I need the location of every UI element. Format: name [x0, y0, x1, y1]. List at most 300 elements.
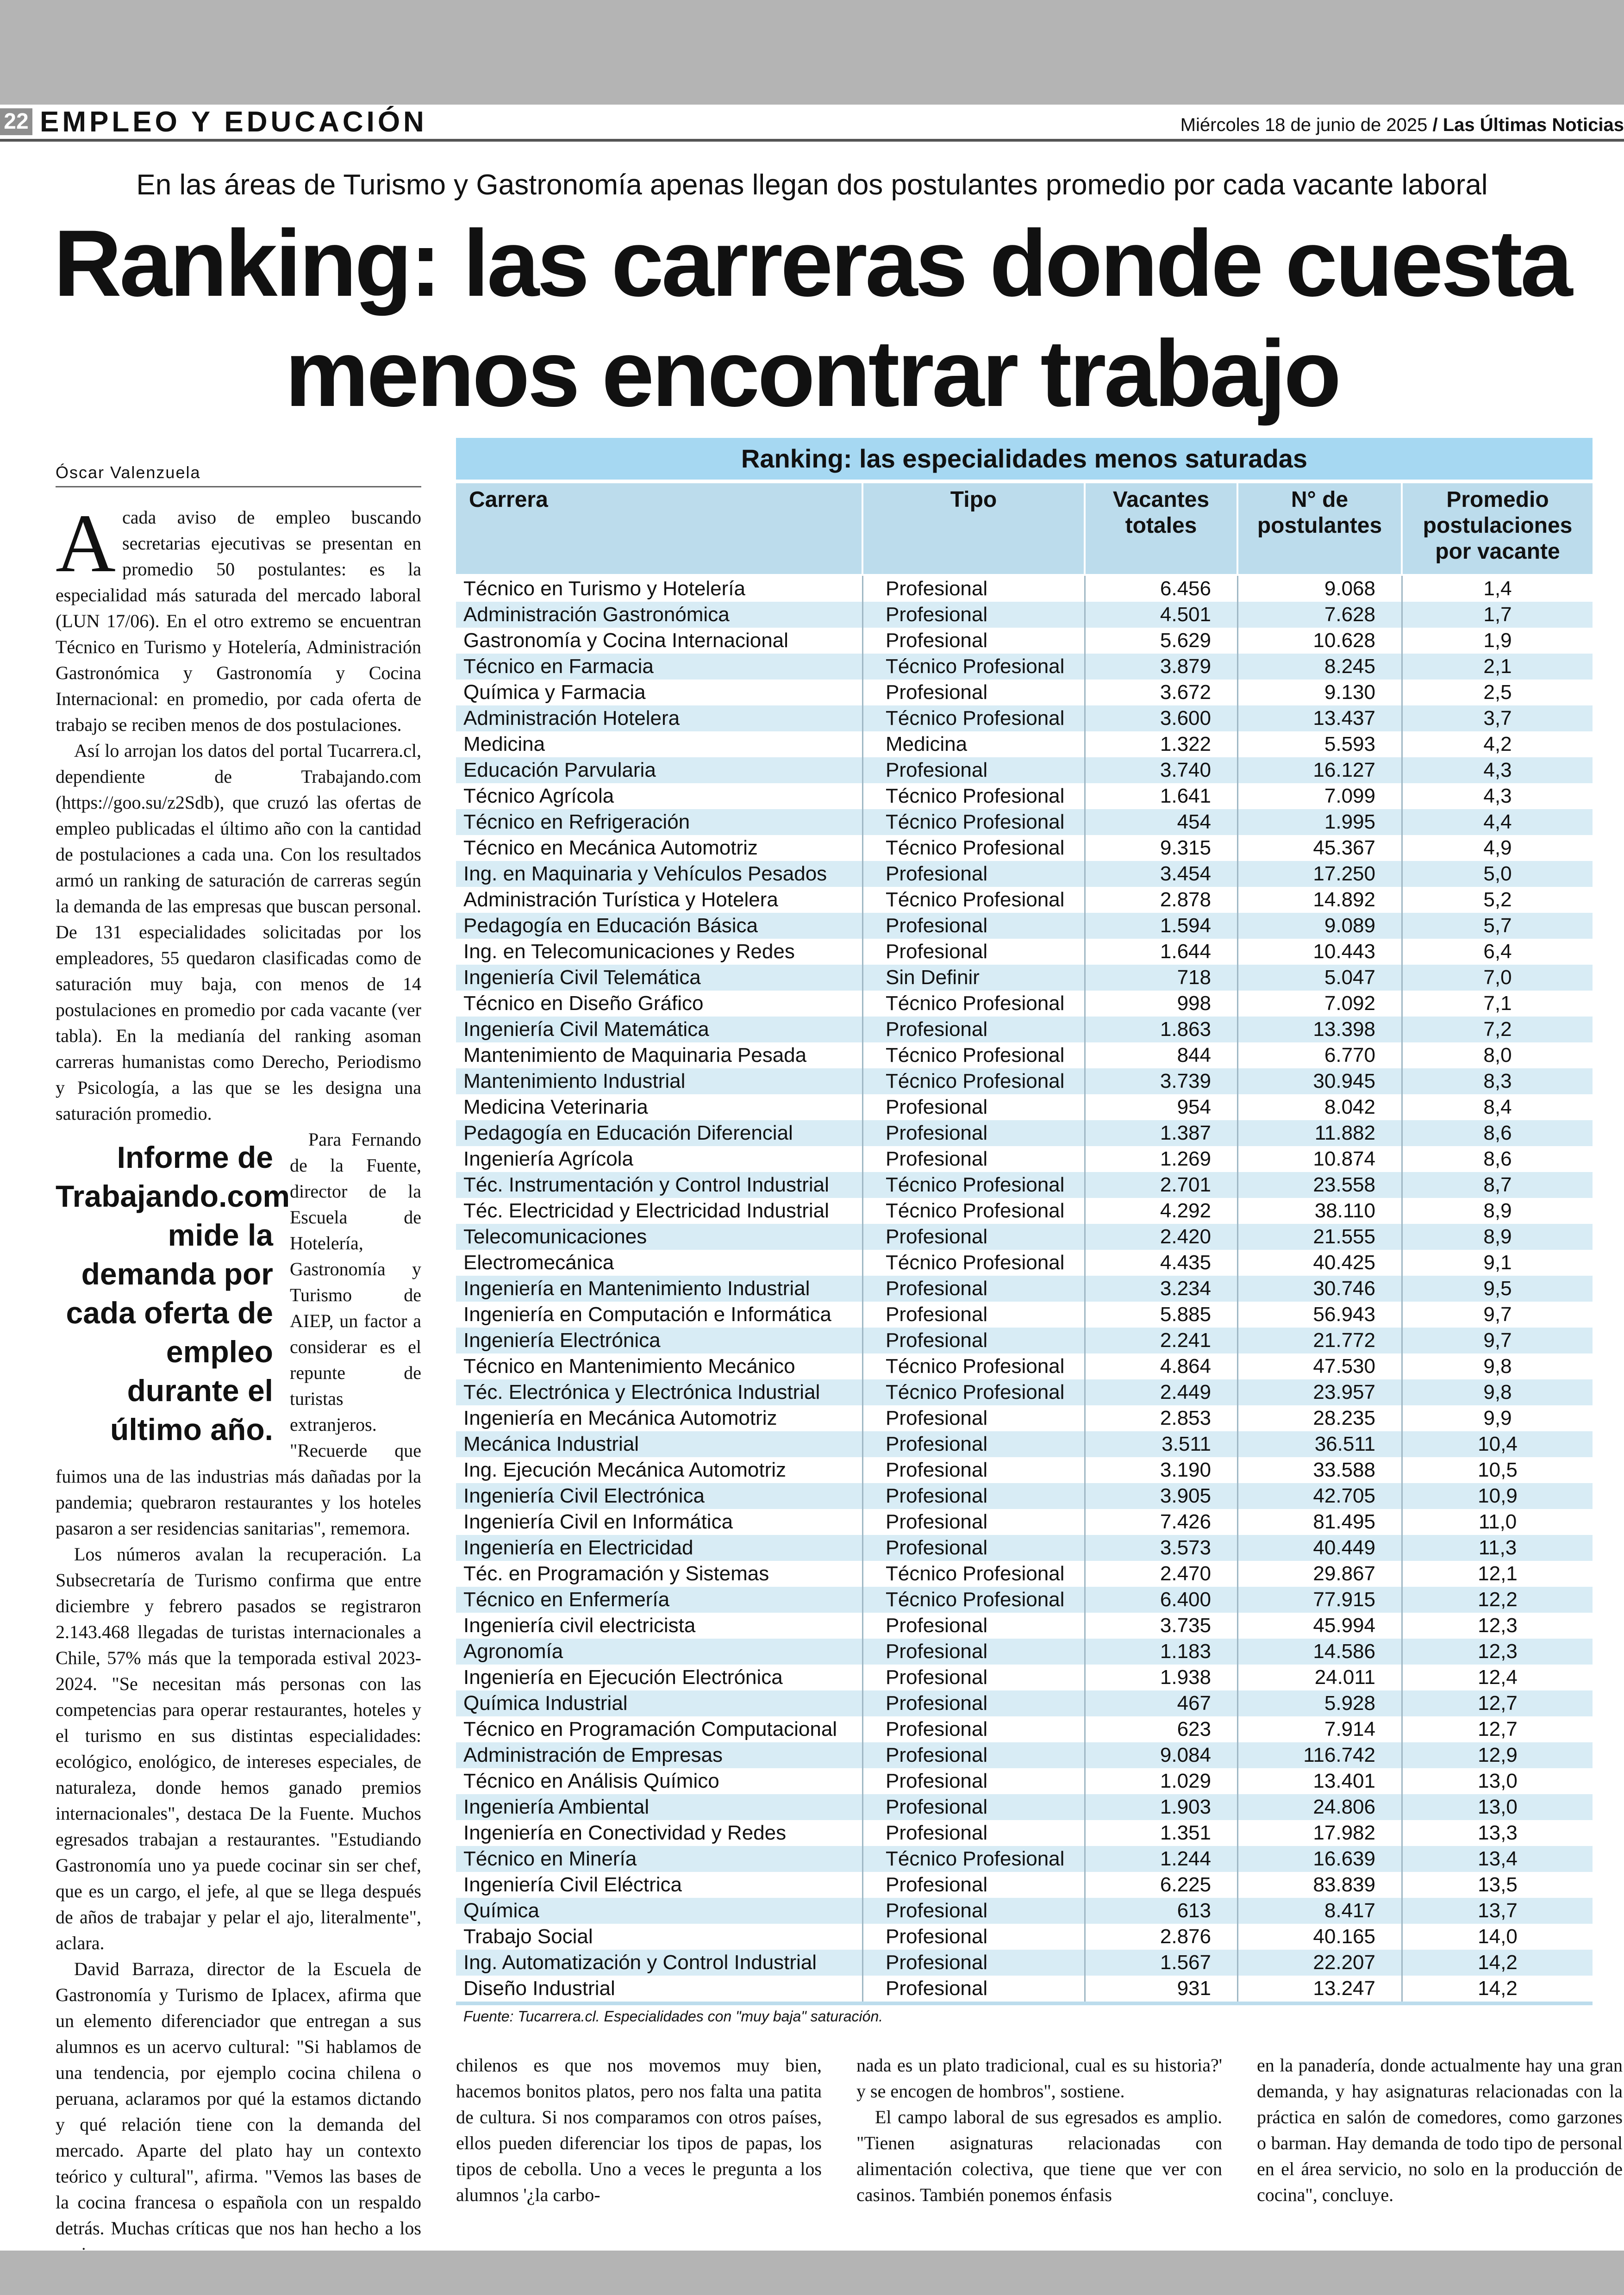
table-cell: Técnico en Minería [456, 1846, 863, 1872]
table-cell: 3.739 [1086, 1068, 1238, 1094]
page-number: 22 [0, 108, 32, 135]
table-body [456, 576, 1593, 2002]
table-cell: 13,3 [1478, 1821, 1518, 1844]
table-cell: Ingeniería en Mantenimiento Industrial [456, 1276, 863, 1302]
table-cell: 45.367 [1238, 835, 1403, 861]
table-cell: Profesional [863, 576, 1086, 602]
table-cell: 4,4 [1483, 811, 1512, 833]
table-cell: 83.839 [1238, 1872, 1403, 1898]
table-row [456, 1302, 1593, 1328]
table-cell: Técnico Profesional [863, 1379, 1086, 1405]
table-bottom-rule [456, 2002, 1593, 2005]
table-row [456, 835, 1593, 861]
table-cell: 14.892 [1238, 887, 1403, 913]
table-cell: 17.982 [1238, 1820, 1403, 1846]
table-cell: 9.089 [1238, 913, 1403, 939]
table-row [456, 1276, 1593, 1302]
table-row [456, 1483, 1593, 1509]
table-cell: 2.420 [1086, 1224, 1238, 1250]
table-cell: 116.742 [1238, 1742, 1403, 1768]
table-cell: Técnico Profesional [863, 1561, 1086, 1587]
article-paragraph: David Barraza, director de la Escuela de Gastronomía y Turismo de Iplacex, afirma que un elemento diferenciador que entregan a sus alumnos es un acervo cultural: "Si hablamos de una tendencia, por ejemplo cocina chilena o peruana, aclaramos por qué la estamos dictando y qué relación tiene con la demanda del mercado. Aparte del plato hay un contexto teórico y cultural", afirma. "Vemos las bases de la cocina francesa o española con un respaldo detrás. Muchas críticas que nos han hecho a los [56, 1958, 421, 2239]
table-row [456, 1405, 1593, 1431]
table-row [456, 731, 1593, 757]
table-cell: 1,4 [1483, 577, 1512, 600]
headline-line-2: menos encontrar trabajo [285, 321, 1339, 426]
table-cell: 6.456 [1086, 576, 1238, 602]
table-row [456, 991, 1593, 1017]
table-cell: Profesional [863, 1017, 1086, 1042]
table-row [456, 1846, 1593, 1872]
table-cell: 1.863 [1086, 1017, 1238, 1042]
table-cell: Técnico Profesional [863, 654, 1086, 680]
table-cell: Medicina Veterinaria [456, 1094, 863, 1120]
table-cell: 8,6 [1483, 1122, 1512, 1144]
table-cell: 21.772 [1238, 1328, 1403, 1353]
table-cell: 1.351 [1086, 1820, 1238, 1846]
table-row [456, 1198, 1593, 1224]
article-column-4 [1257, 2052, 1623, 2208]
table-cell: 42.705 [1238, 1483, 1403, 1509]
date: Miércoles 18 de junio de 2025 [1180, 115, 1428, 135]
table-cell: 7,2 [1483, 1018, 1512, 1041]
table-row [456, 1353, 1593, 1379]
table-cell: 5.928 [1238, 1690, 1403, 1716]
table-row [456, 1587, 1593, 1613]
table-cell: Profesional [863, 1405, 1086, 1431]
table-cell: 6.225 [1086, 1872, 1238, 1898]
table-cell: 1.244 [1086, 1846, 1238, 1872]
table-row [456, 1561, 1593, 1587]
column-header: N° de postulantes [1238, 483, 1403, 574]
table-cell: 2.876 [1086, 1924, 1238, 1950]
table-cell: 12,7 [1478, 1692, 1518, 1715]
table-cell: 7.099 [1238, 783, 1403, 809]
table-cell: Profesional [863, 1328, 1086, 1353]
table-cell: 8,4 [1483, 1096, 1512, 1118]
table-cell: Técnico en Farmacia [456, 654, 863, 680]
table-cell: Profesional [863, 861, 1086, 887]
table-cell: Ingeniería en Electricidad [456, 1535, 863, 1561]
table-cell: Educación Parvularia [456, 757, 863, 783]
table-cell: Pedagogía en Educación Básica [456, 913, 863, 939]
table-row [456, 1250, 1593, 1276]
table-cell: Ingeniería en Conectividad y Redes [456, 1820, 863, 1846]
table-cell: 13,4 [1478, 1847, 1518, 1870]
table-cell: Gastronomía y Cocina Internacional [456, 628, 863, 654]
table-row [456, 1328, 1593, 1353]
table-cell: 10,5 [1478, 1459, 1518, 1481]
table-cell: 4.501 [1086, 602, 1238, 628]
table-cell: Técnico Profesional [863, 887, 1086, 913]
table-cell: 6.770 [1238, 1042, 1403, 1068]
table-row [456, 1950, 1593, 1976]
table-cell: 2.701 [1086, 1172, 1238, 1198]
table-cell: 9.130 [1238, 680, 1403, 705]
table-cell: 4,2 [1483, 733, 1512, 755]
table-cell: 45.994 [1238, 1613, 1403, 1639]
table-cell: Profesional [863, 1742, 1086, 1768]
table-cell: 12,7 [1478, 1718, 1518, 1740]
table-cell: Profesional [863, 680, 1086, 705]
table-cell: 12,3 [1478, 1614, 1518, 1637]
table-cell: 9,1 [1483, 1251, 1512, 1274]
table-cell: 4.292 [1086, 1198, 1238, 1224]
table-row [456, 913, 1593, 939]
table-cell: 14,0 [1478, 1925, 1518, 1948]
table-cell: 10.628 [1238, 628, 1403, 654]
table-cell: 1.322 [1086, 731, 1238, 757]
table-cell: 613 [1086, 1898, 1238, 1924]
table-cell: 1.594 [1086, 913, 1238, 939]
table-cell: 14,2 [1478, 1977, 1518, 2000]
table-cell: 8,9 [1483, 1225, 1512, 1248]
table-row [456, 628, 1593, 654]
table-row [456, 965, 1593, 991]
table-row [456, 1120, 1593, 1146]
table-cell: 9,7 [1483, 1329, 1512, 1352]
table-cell: Profesional [863, 913, 1086, 939]
table-row [456, 1976, 1593, 2002]
table-cell: 3.511 [1086, 1431, 1238, 1457]
table-cell: Técnico Profesional [863, 1198, 1086, 1224]
table-cell: Profesional [863, 1950, 1086, 1976]
table-cell: 1.269 [1086, 1146, 1238, 1172]
table-cell: Ingeniería Electrónica [456, 1328, 863, 1353]
table-cell: Técnico en Mantenimiento Mecánico [456, 1353, 863, 1379]
table-cell: 2.878 [1086, 887, 1238, 913]
table-cell: Electromecánica [456, 1250, 863, 1276]
table-cell: 998 [1086, 991, 1238, 1017]
table-cell: Profesional [863, 939, 1086, 965]
table-cell: 6,4 [1483, 940, 1512, 963]
table-cell: 40.165 [1238, 1924, 1403, 1950]
article-paragraph: nada es un plato tradicional, cual es su historia?' y se encogen de hombros", sostiene. [856, 2055, 1222, 2102]
table-cell: Diseño Industrial [456, 1976, 863, 2002]
table-cell: Administración Hotelera [456, 705, 863, 731]
table-cell: 8.042 [1238, 1094, 1403, 1120]
table-cell: 9,8 [1483, 1355, 1512, 1378]
table-cell: 1.183 [1086, 1639, 1238, 1665]
table-cell: 8,9 [1483, 1199, 1512, 1222]
table-cell: 3,7 [1483, 707, 1512, 730]
table-cell: Ing. Automatización y Control Industrial [456, 1950, 863, 1976]
table-row [456, 887, 1593, 913]
table-cell: 5.629 [1086, 628, 1238, 654]
table-cell: 1.938 [1086, 1665, 1238, 1690]
table-cell: Profesional [863, 1898, 1086, 1924]
table-cell: 8.245 [1238, 654, 1403, 680]
table-cell: 13.401 [1238, 1768, 1403, 1794]
table-row [456, 1872, 1593, 1898]
table-cell: Profesional [863, 1716, 1086, 1742]
table-cell: 10.443 [1238, 939, 1403, 965]
table-cell: Ingeniería en Computación e Informática [456, 1302, 863, 1328]
table-cell: 2,1 [1483, 655, 1512, 678]
table-cell: Profesional [863, 1976, 1086, 2002]
table-cell: 3.740 [1086, 757, 1238, 783]
table-cell: 29.867 [1238, 1561, 1403, 1587]
article-paragraph: Acada aviso de empleo buscando secretarias ejecutivas se presentan en promedio 50 postulantes: es la especialidad más saturada del mercado laboral (LUN 17/06). En el otro extremo se encuentran Técnico en Turismo y Hotelería, Administración Gastronómica y Gastronomía y Cocina Internacional: en promedio, por cada oferta de trabajo se reciben menos de dos postulaciones. [56, 497, 421, 735]
table-cell: Ing. Ejecución Mecánica Automotriz [456, 1457, 863, 1483]
table-cell: Profesional [863, 1431, 1086, 1457]
article-paragraph: Los números avalan la recuperación. La Subsecretaría de Turismo confirma que entre diciembre y febrero pasados se registraron 2.143.468 llegadas de turistas internacionales a Chile, 57% más que la temporada estival 2023-2024. "Se necesitan más personas con las competencias para operar restaurantes, hoteles y el turismo en sus distintas especialidades: ecológico, enológico, de intereses especiales, de naturaleza, donde hemos ganado premios internacionales", destaca De la Fuente. Muchos egresados trabajan a restaurantes. "Estudiando Gastronomía uno ya puede cocinar sin ser chef, que es un cargo, el jefe, al que se llega después de años de trabajar y pelar el ajo, literalmente", aclara. [56, 1544, 421, 1953]
table-cell: 13.398 [1238, 1017, 1403, 1042]
table-cell: 5,2 [1483, 888, 1512, 911]
table-cell: 3.234 [1086, 1276, 1238, 1302]
table-cell: 9.084 [1086, 1742, 1238, 1768]
table-cell: 16.127 [1238, 757, 1403, 783]
table-cell: 1.029 [1086, 1768, 1238, 1794]
table-cell: Téc. en Programación y Sistemas [456, 1561, 863, 1587]
table-cell: 3.190 [1086, 1457, 1238, 1483]
article-paragraph: El campo laboral de sus egresados es amplio. "Tienen asignaturas relacionadas con alimentación colectiva, que tiene que ver con casinos. También ponemos énfasis [856, 2107, 1222, 2205]
table-cell: Profesional [863, 1535, 1086, 1561]
table-cell: 954 [1086, 1094, 1238, 1120]
table-row [456, 783, 1593, 809]
table-cell: 36.511 [1238, 1431, 1403, 1457]
table-cell: 23.558 [1238, 1172, 1403, 1198]
table-cell: Técnico Profesional [863, 1587, 1086, 1613]
table-cell: Profesional [863, 1872, 1086, 1898]
table-row [456, 1613, 1593, 1639]
table-cell: 1.995 [1238, 809, 1403, 835]
table-cell: Profesional [863, 1665, 1086, 1690]
table-cell: Ingeniería Agrícola [456, 1146, 863, 1172]
table-cell: Ingeniería en Mecánica Automotriz [456, 1405, 863, 1431]
table-cell: 6.400 [1086, 1587, 1238, 1613]
column-header: Vacantes totales [1086, 483, 1238, 574]
table-cell: 12,2 [1478, 1588, 1518, 1611]
table-cell: Técnico Profesional [863, 705, 1086, 731]
table-row [456, 654, 1593, 680]
table-cell: 2,5 [1483, 681, 1512, 704]
publication-name: Las Últimas Noticias [1443, 115, 1624, 135]
table-row [456, 1172, 1593, 1198]
table-cell: Química Industrial [456, 1690, 863, 1716]
table-cell: 2.241 [1086, 1328, 1238, 1353]
table-cell: Técnico Profesional [863, 1250, 1086, 1276]
table-cell: Química y Farmacia [456, 680, 863, 705]
table-cell: Técnico Profesional [863, 1846, 1086, 1872]
table-cell: 11,3 [1478, 1536, 1517, 1559]
table-cell: Mantenimiento Industrial [456, 1068, 863, 1094]
table-cell: 7.914 [1238, 1716, 1403, 1742]
table-cell: 12,9 [1478, 1744, 1518, 1766]
table-cell: Profesional [863, 1639, 1086, 1665]
table-row [456, 1509, 1593, 1535]
table-cell: 1,7 [1483, 603, 1512, 626]
table-row [456, 1042, 1593, 1068]
top-margin-band [0, 0, 1624, 105]
table-cell: 4,9 [1483, 836, 1512, 859]
table-cell: Téc. Electrónica y Electrónica Industrial [456, 1379, 863, 1405]
table-cell: Ingeniería civil electricista [456, 1613, 863, 1639]
table-cell: 7,0 [1483, 966, 1512, 989]
table-cell: 10,4 [1478, 1433, 1518, 1455]
table-cell: 8,6 [1483, 1148, 1512, 1170]
table-row [456, 861, 1593, 887]
table-cell: 8,0 [1483, 1044, 1512, 1066]
table-cell: 38.110 [1238, 1198, 1403, 1224]
table-cell: Ingeniería Civil Eléctrica [456, 1872, 863, 1898]
table-cell: 17.250 [1238, 861, 1403, 887]
table-cell: 12,4 [1478, 1666, 1518, 1689]
table-cell: Profesional [863, 1820, 1086, 1846]
table-cell: Ingeniería Civil Matemática [456, 1017, 863, 1042]
table-row [456, 1094, 1593, 1120]
table-row [456, 1665, 1593, 1690]
table-cell: 931 [1086, 1976, 1238, 2002]
table-row [456, 1898, 1593, 1924]
table-cell: 2.853 [1086, 1405, 1238, 1431]
table-cell: 454 [1086, 809, 1238, 835]
table-cell: 1.903 [1086, 1794, 1238, 1820]
table-cell: Profesional [863, 1924, 1086, 1950]
table-cell: Administración Gastronómica [456, 602, 863, 628]
table-cell: 11.882 [1238, 1120, 1403, 1146]
table-cell: 14,2 [1478, 1951, 1518, 1974]
table-cell: Técnico Profesional [863, 783, 1086, 809]
table-cell: 9,7 [1483, 1303, 1512, 1326]
table-cell: Técnico en Refrigeración [456, 809, 863, 835]
table-row [456, 705, 1593, 731]
article-paragraph: Así lo arrojan los datos del portal Tucarrera.cl, dependiente de Trabajando.com (https://goo.su/z2Sdb), que cruzó las ofertas de empleo publicadas el último año con la cantidad de postulaciones a cada una. Con los resultados armó un ranking de saturación de carreras según la demanda de las empresas que buscan personal. De 131 especialidades solicitadas por los empleadores, 55 quedaron clasificadas como de saturación muy baja, con menos de 14 postulaciones en promedio por cada vacante (ver tabla). En la medianía del ranking asoman carreras humanistas como Derecho, Periodismo y Psicología, a las que se les designa una saturación promedio. [56, 740, 421, 1124]
bottom-margin-band [0, 2251, 1624, 2295]
table-cell: Profesional [863, 1509, 1086, 1535]
table-cell: Técnico en Análisis Químico [456, 1768, 863, 1794]
table-cell: Pedagogía en Educación Diferencial [456, 1120, 863, 1146]
table-cell: Técnico Profesional [863, 1042, 1086, 1068]
table-cell: 13,5 [1478, 1873, 1518, 1896]
table-cell: Técnico Profesional [863, 835, 1086, 861]
date-separator: / [1432, 115, 1438, 135]
table-cell: Ingeniería Civil Telemática [456, 965, 863, 991]
column-header: Carrera [456, 483, 863, 574]
article-paragraph: Para Fernando de la Fuente, director de la Escuela de Hotelería, Gastronomía y Turismo de AIEP, un factor a considerar es el repunte de turistas extranjeros. "Recuerde que fuimos una de las industrias más dañadas por la pandemia; quebraron restaurantes y los hoteles pasaron a ser residencias sanitarias", rememora. [56, 1129, 421, 1539]
table-cell: 33.588 [1238, 1457, 1403, 1483]
table-row [456, 1431, 1593, 1457]
table-cell: Técnico en Programación Computacional [456, 1716, 863, 1742]
table-cell: 56.943 [1238, 1302, 1403, 1328]
table-cell: Técnico en Diseño Gráfico [456, 991, 863, 1017]
table-cell: 5,7 [1483, 914, 1512, 937]
table-cell: Administración Turística y Hotelera [456, 887, 863, 913]
table-cell: 3.905 [1086, 1483, 1238, 1509]
drop-cap: A [56, 497, 116, 589]
table-cell: 40.449 [1238, 1535, 1403, 1561]
table-cell: Profesional [863, 1276, 1086, 1302]
table-cell: Técnico en Mecánica Automotriz [456, 835, 863, 861]
table-cell: Ingeniería en Ejecución Electrónica [456, 1665, 863, 1690]
table-cell: 3.600 [1086, 705, 1238, 731]
table-cell: 2.470 [1086, 1561, 1238, 1587]
table-cell: 47.530 [1238, 1353, 1403, 1379]
table-row [456, 680, 1593, 705]
table-cell: 23.957 [1238, 1379, 1403, 1405]
table-row [456, 1716, 1593, 1742]
table-cell: Profesional [863, 1120, 1086, 1146]
table-cell: 9.068 [1238, 576, 1403, 602]
table-cell: Profesional [863, 1613, 1086, 1639]
table-cell: 1.387 [1086, 1120, 1238, 1146]
table-cell: 8,7 [1483, 1173, 1512, 1196]
table-cell: 11,0 [1478, 1510, 1517, 1533]
table-cell: 1.644 [1086, 939, 1238, 965]
table-cell: Sin Definir [863, 965, 1086, 991]
table-cell: 12,3 [1478, 1640, 1518, 1663]
table-cell: 7,1 [1483, 992, 1512, 1015]
table-cell: Trabajo Social [456, 1924, 863, 1950]
table-cell: Técnico en Enfermería [456, 1587, 863, 1613]
table-cell: 16.639 [1238, 1846, 1403, 1872]
byline: Óscar Valenzuela [56, 463, 421, 487]
table-cell: Técnico Profesional [863, 1068, 1086, 1094]
table-cell: Técnico Profesional [863, 1172, 1086, 1198]
section-title: EMPLEO Y EDUCACIÓN [40, 106, 427, 138]
table-cell: 4,3 [1483, 759, 1512, 781]
table-cell: 81.495 [1238, 1509, 1403, 1535]
table-cell: Profesional [863, 1302, 1086, 1328]
table-cell: 2.449 [1086, 1379, 1238, 1405]
ranking-table [456, 438, 1593, 2027]
table-cell: Téc. Electricidad y Electricidad Industrial [456, 1198, 863, 1224]
table-cell: 77.915 [1238, 1587, 1403, 1613]
table-cell: Profesional [863, 1146, 1086, 1172]
table-row [456, 1639, 1593, 1665]
table-cell: 4.864 [1086, 1353, 1238, 1379]
table-cell: 4.435 [1086, 1250, 1238, 1276]
table-row [456, 1379, 1593, 1405]
table-cell: 40.425 [1238, 1250, 1403, 1276]
table-cell: 9,9 [1483, 1407, 1512, 1429]
table-cell: 9,8 [1483, 1381, 1512, 1403]
table-cell: Mantenimiento de Maquinaria Pesada [456, 1042, 863, 1068]
table-cell: Profesional [863, 757, 1086, 783]
table-title: Ranking: las especialidades menos saturadas [456, 438, 1593, 480]
table-cell: Técnico Profesional [863, 991, 1086, 1017]
table-cell: Agronomía [456, 1639, 863, 1665]
table-cell: Técnico Profesional [863, 1353, 1086, 1379]
table-cell: Profesional [863, 1794, 1086, 1820]
table-cell: Profesional [863, 628, 1086, 654]
table-cell: Profesional [863, 602, 1086, 628]
table-cell: 24.011 [1238, 1665, 1403, 1690]
column-header: Tipo [863, 483, 1086, 574]
table-header [456, 483, 1593, 576]
table-row [456, 1820, 1593, 1846]
table-cell: 3.573 [1086, 1535, 1238, 1561]
table-cell: 13,0 [1478, 1796, 1518, 1818]
table-row [456, 939, 1593, 965]
header-rule [0, 139, 1624, 142]
table-cell: 7.092 [1238, 991, 1403, 1017]
table-cell: 7.628 [1238, 602, 1403, 628]
table-cell: 21.555 [1238, 1224, 1403, 1250]
table-row [456, 809, 1593, 835]
table-row [456, 1924, 1593, 1950]
headline [0, 208, 1624, 429]
pull-quote: Informe de Trabajando.com mide la demanda por cada oferta de empleo durante el último año. [56, 1140, 290, 1447]
table-row [456, 602, 1593, 628]
table-row [456, 1146, 1593, 1172]
table-cell: Ingeniería Civil en Informática [456, 1509, 863, 1535]
table-cell: Medicina [456, 731, 863, 757]
table-cell: 3.879 [1086, 654, 1238, 680]
table-cell: Profesional [863, 1690, 1086, 1716]
table-row [456, 1535, 1593, 1561]
table-cell: 9.315 [1086, 835, 1238, 861]
